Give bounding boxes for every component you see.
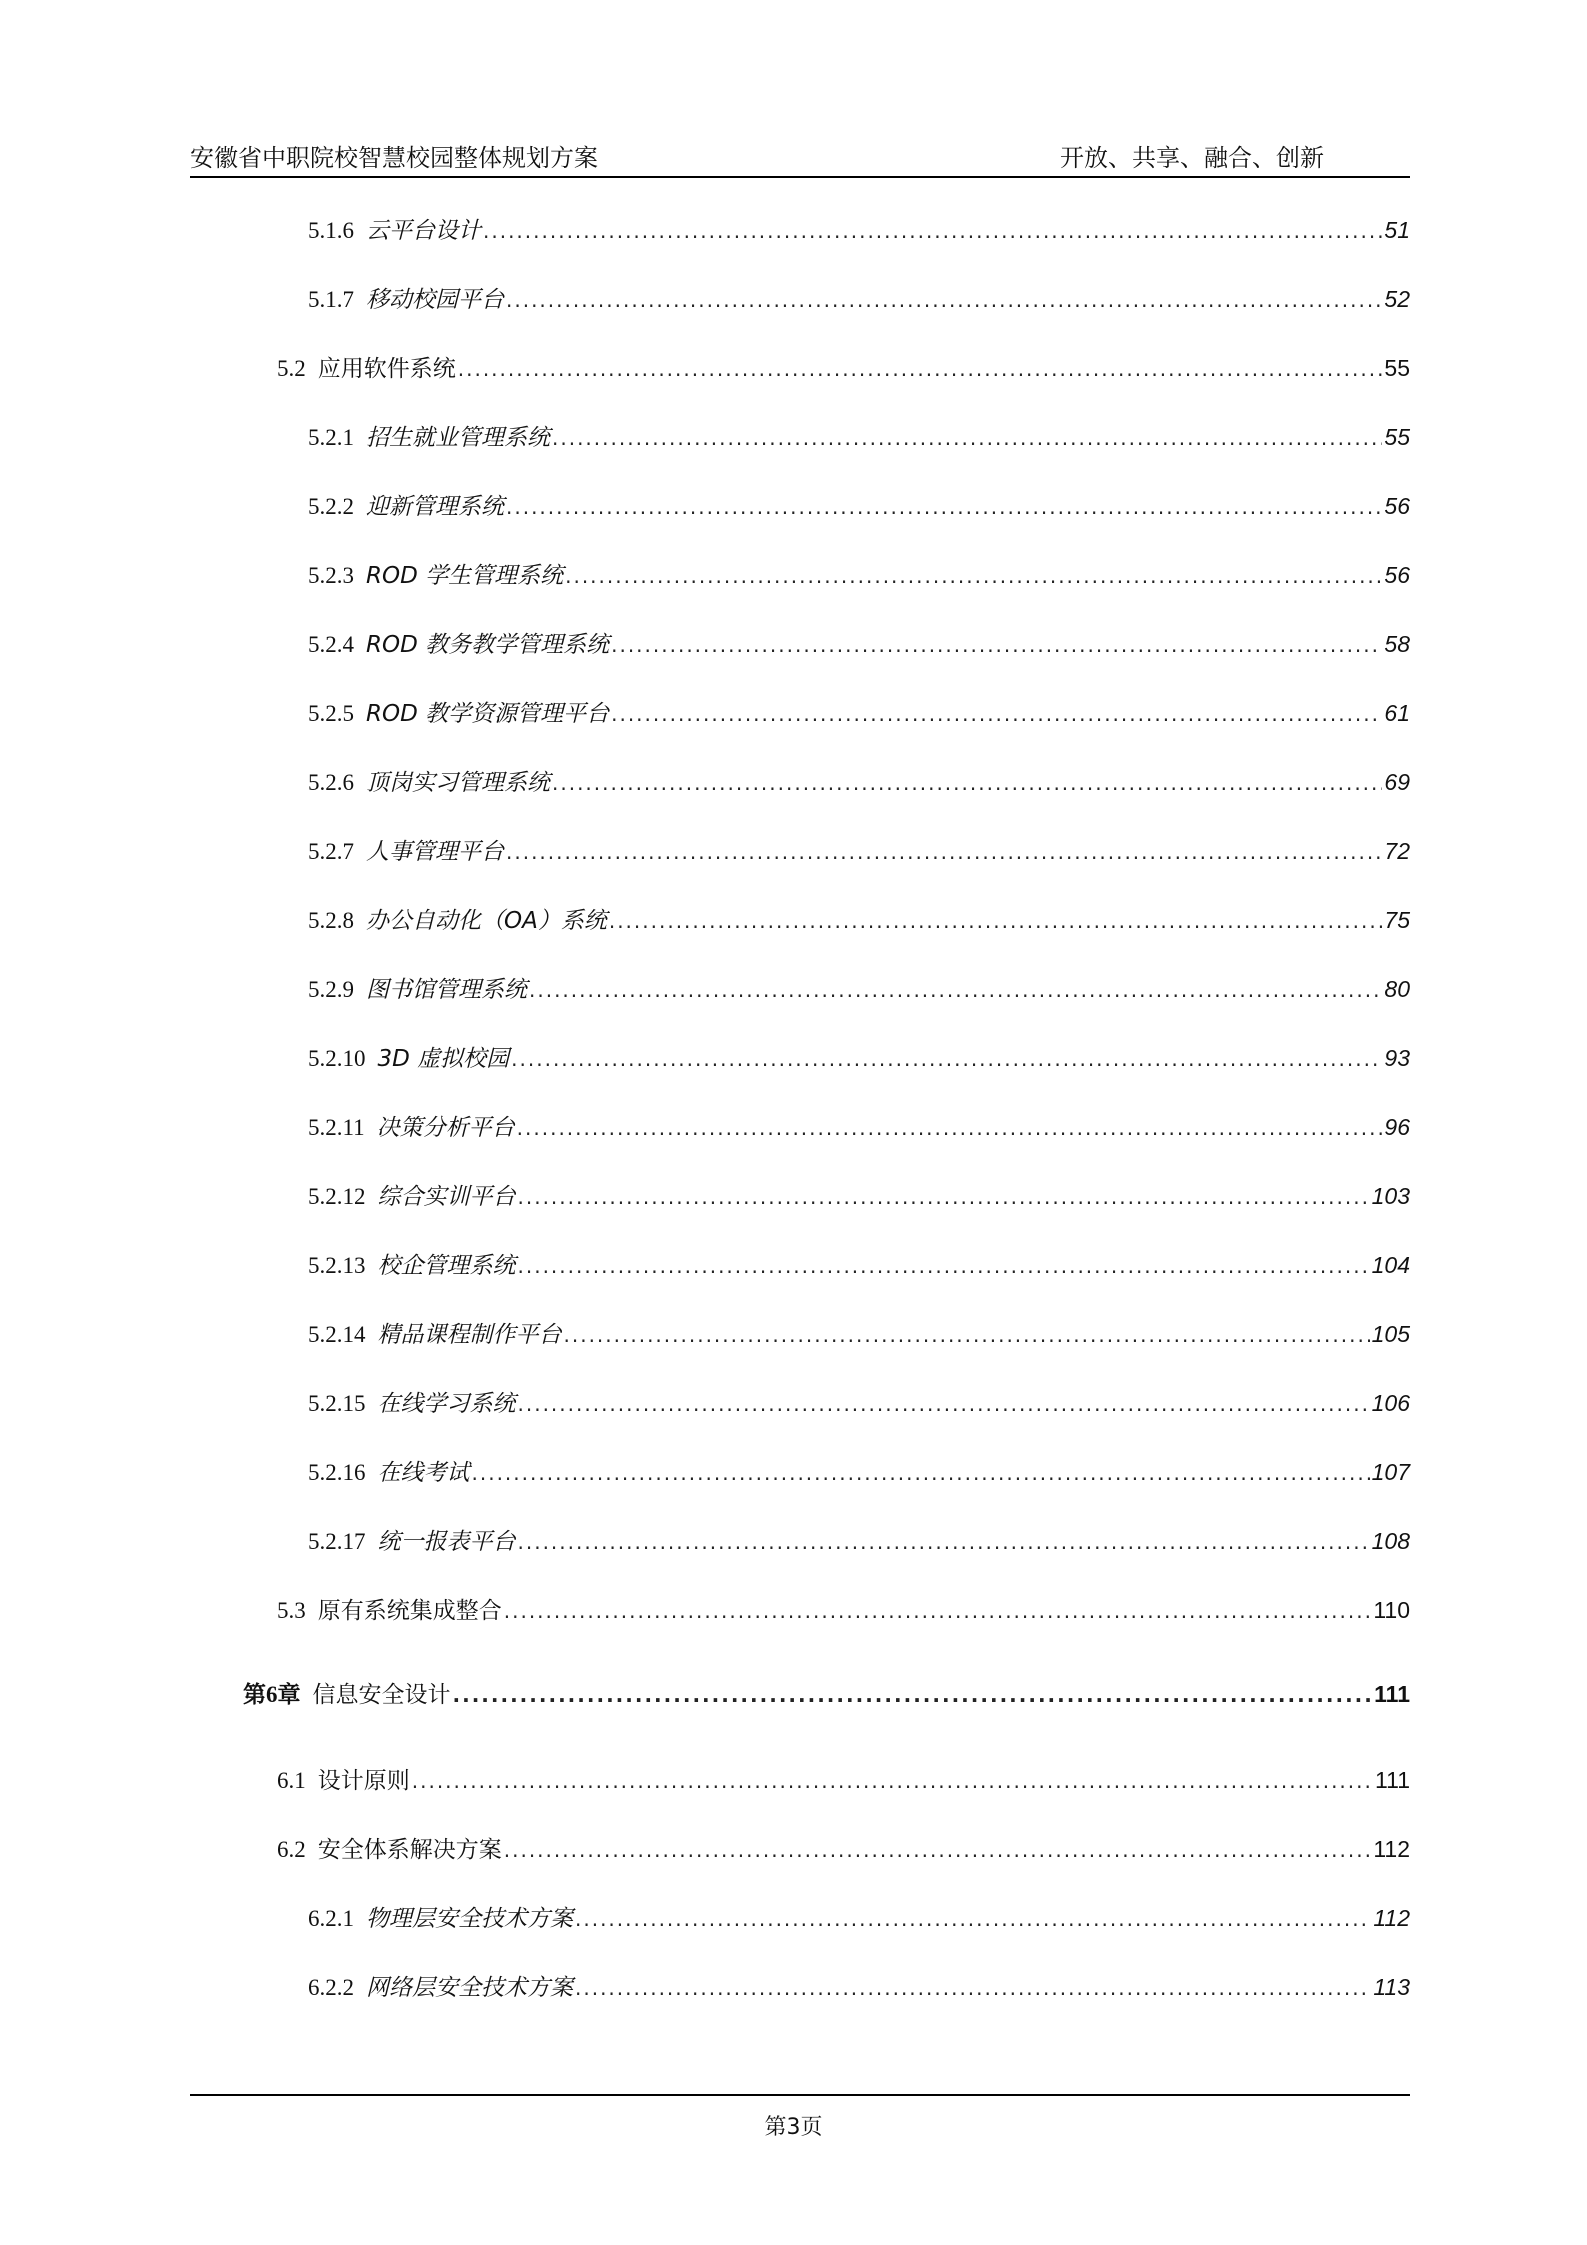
toc-entry-page: 61 [1384, 700, 1410, 726]
dot-leader [458, 357, 1383, 381]
toc-entry[interactable] [308, 1316, 1410, 1350]
toc-entry-number: 6.1 [277, 1768, 306, 1793]
toc-entry-title: 精品课程制作平台 [377, 1322, 562, 1348]
dot-leader [529, 978, 1382, 1002]
toc-entry-page: 55 [1384, 424, 1410, 450]
toc-entry[interactable] [308, 1385, 1410, 1419]
dot-leader [504, 1838, 1372, 1862]
toc-entry[interactable] [277, 1592, 1410, 1626]
toc-entry-page: 96 [1384, 1114, 1410, 1140]
toc-entry-page: 111 [1375, 1767, 1410, 1793]
toc-entry-number: 5.2.7 [308, 839, 354, 864]
toc-entry[interactable] [308, 1109, 1410, 1143]
dot-leader [518, 1530, 1370, 1554]
dot-leader [564, 1323, 1370, 1347]
toc-entry-title: 图书馆管理系统 [366, 977, 527, 1003]
toc-entry-title: 云平台设计 [366, 218, 481, 244]
dot-leader [609, 909, 1383, 933]
toc-entry-page: 58 [1384, 631, 1410, 657]
toc-entry-page: 51 [1384, 217, 1410, 243]
toc-entry-number: 5.2.13 [308, 1253, 366, 1278]
toc-entry[interactable] [308, 626, 1410, 660]
toc-entry[interactable] [308, 1454, 1410, 1488]
toc-entry-number: 5.2.3 [308, 563, 354, 588]
toc-entry[interactable] [308, 1900, 1410, 1934]
page-header [190, 132, 1410, 178]
toc-entry-number: 6.2 [277, 1837, 306, 1862]
toc-entry-number: 5.1.7 [308, 287, 354, 312]
dot-leader [611, 702, 1382, 726]
toc-entry-page: 107 [1371, 1459, 1410, 1485]
header-slogan: 开放、共享、融合、创新 [1060, 144, 1324, 172]
toc-entry-title: 人事管理平台 [366, 839, 504, 865]
toc-entry-number: 5.1.6 [308, 218, 354, 243]
toc-entry[interactable] [308, 1247, 1410, 1281]
dot-leader [517, 1116, 1383, 1140]
toc-entry-title: 移动校园平台 [366, 287, 504, 313]
toc-entry[interactable] [277, 350, 1410, 384]
toc-entry-number: 5.2.15 [308, 1391, 366, 1416]
toc-entry-title: 顶岗实习管理系统 [366, 770, 550, 796]
toc-entry-number: 5.2.10 [308, 1046, 366, 1071]
toc-entry-number: 5.2.9 [308, 977, 354, 1002]
dot-leader [518, 1185, 1370, 1209]
toc-entry-title: 在线考试 [377, 1460, 470, 1486]
toc-entry-title: 信息安全设计 [312, 1682, 451, 1708]
toc-entry[interactable] [308, 557, 1410, 591]
toc-entry-page: 69 [1384, 769, 1410, 795]
toc-entry-page: 52 [1384, 286, 1410, 312]
toc-entry-number: 5.2.6 [308, 770, 354, 795]
toc-entry-page: 56 [1384, 562, 1410, 588]
toc-entry[interactable] [308, 833, 1410, 867]
toc-entry[interactable] [308, 419, 1410, 453]
toc-entry[interactable] [308, 212, 1410, 246]
toc-entry-page: 72 [1384, 838, 1410, 864]
toc-entry-page: 111 [1374, 1681, 1410, 1707]
toc-entry-number: 5.2.8 [308, 908, 354, 933]
toc-entry-page: 104 [1371, 1252, 1410, 1278]
toc-entry-title: 迎新管理系统 [366, 494, 504, 520]
toc-entry-number: 6.2.2 [308, 1975, 354, 2000]
toc-entry-number: 5.2.1 [308, 425, 354, 450]
dot-leader [506, 288, 1382, 312]
toc-entry-number: 5.2.17 [308, 1529, 366, 1554]
toc-entry-title: ROD 学生管理系统 [366, 563, 564, 589]
toc-entry-title: ROD 教学资源管理平台 [366, 701, 610, 727]
dot-leader [472, 1461, 1370, 1485]
toc-entry-title: 安全体系解决方案 [317, 1837, 502, 1863]
toc-entry-title: 在线学习系统 [377, 1391, 516, 1417]
toc-entry-page: 103 [1371, 1183, 1410, 1209]
toc-entry-number: 5.2 [277, 356, 306, 381]
toc-entry-page: 112 [1373, 1836, 1410, 1862]
dot-leader [504, 1599, 1372, 1623]
toc-entry-number: 5.2.12 [308, 1184, 366, 1209]
toc-entry[interactable] [277, 1762, 1410, 1796]
toc-entry-number: 第6章 [243, 1682, 301, 1707]
toc-entry-page: 112 [1373, 1905, 1410, 1931]
toc-entry[interactable] [308, 488, 1410, 522]
toc-entry-number: 5.2.4 [308, 632, 354, 657]
toc-entry-page: 93 [1384, 1045, 1410, 1071]
toc-entry-title: 招生就业管理系统 [366, 425, 550, 451]
toc-entry[interactable] [277, 1831, 1410, 1865]
toc-entry[interactable] [308, 1523, 1410, 1557]
toc-entry-number: 5.2.5 [308, 701, 354, 726]
dot-leader [611, 633, 1382, 657]
toc-entry-page: 55 [1384, 355, 1410, 381]
toc-entry-title: 决策分析平台 [376, 1115, 515, 1141]
dot-leader [552, 426, 1382, 450]
toc-entry-number: 6.2.1 [308, 1906, 354, 1931]
toc-entry[interactable] [308, 1040, 1410, 1074]
toc-entry-number: 5.2.11 [308, 1115, 365, 1140]
toc-entry[interactable] [308, 764, 1410, 798]
toc-entry[interactable] [308, 902, 1410, 936]
toc-entry-title: ROD 教务教学管理系统 [366, 632, 610, 658]
toc-entry[interactable] [308, 1178, 1410, 1212]
dot-leader [506, 840, 1382, 864]
page-number: 第3页 [764, 2115, 823, 2140]
toc-entry-title: 原有系统集成整合 [317, 1598, 502, 1624]
toc-entry-title: 3D 虚拟校园 [377, 1046, 510, 1072]
toc-entry-page: 56 [1384, 493, 1410, 519]
toc-entry-title: 物理层安全技术方案 [366, 1906, 573, 1932]
toc-entry-title: 统一报表平台 [377, 1529, 516, 1555]
toc-entry[interactable] [308, 1969, 1410, 2003]
toc-entry-number: 5.2.2 [308, 494, 354, 519]
toc-entry-page: 106 [1371, 1390, 1410, 1416]
dot-leader [412, 1769, 1373, 1793]
toc-entry-page: 113 [1373, 1974, 1410, 2000]
toc-entry-number: 5.3 [277, 1598, 306, 1623]
toc-entry-number: 5.2.16 [308, 1460, 366, 1485]
toc-entry-number: 5.2.14 [308, 1322, 366, 1347]
dot-leader [518, 1254, 1370, 1278]
dot-leader [453, 1683, 1373, 1707]
dot-leader [518, 1392, 1370, 1416]
toc-entry-page: 108 [1371, 1528, 1410, 1554]
toc-entry-title: 办公自动化（OA）系统 [366, 908, 607, 934]
toc-entry[interactable] [308, 281, 1410, 315]
toc-entry-title: 应用软件系统 [317, 356, 456, 382]
dot-leader [575, 1907, 1371, 1931]
toc-entry-title: 设计原则 [317, 1768, 410, 1794]
dot-leader [506, 495, 1382, 519]
toc-entry-page: 80 [1384, 976, 1410, 1002]
header-divider [190, 176, 1410, 178]
toc-entry-page: 105 [1371, 1321, 1410, 1347]
toc-entry[interactable] [308, 971, 1410, 1005]
dot-leader [552, 771, 1382, 795]
dot-leader [575, 1976, 1371, 2000]
toc-chapter-entry[interactable] [243, 1676, 1410, 1710]
document-title: 安徽省中职院校智慧校园整体规划方案 [190, 144, 598, 172]
toc-entry-page: 75 [1384, 907, 1410, 933]
dot-leader [511, 1047, 1382, 1071]
toc-entry[interactable] [308, 695, 1410, 729]
toc-entry-page: 110 [1373, 1597, 1410, 1623]
toc-entry-title: 综合实训平台 [377, 1184, 516, 1210]
toc-entry-title: 网络层安全技术方案 [366, 1975, 573, 2001]
footer-divider [190, 2094, 1410, 2096]
dot-leader [483, 219, 1382, 243]
dot-leader [565, 564, 1382, 588]
toc-entry-title: 校企管理系统 [377, 1253, 516, 1279]
